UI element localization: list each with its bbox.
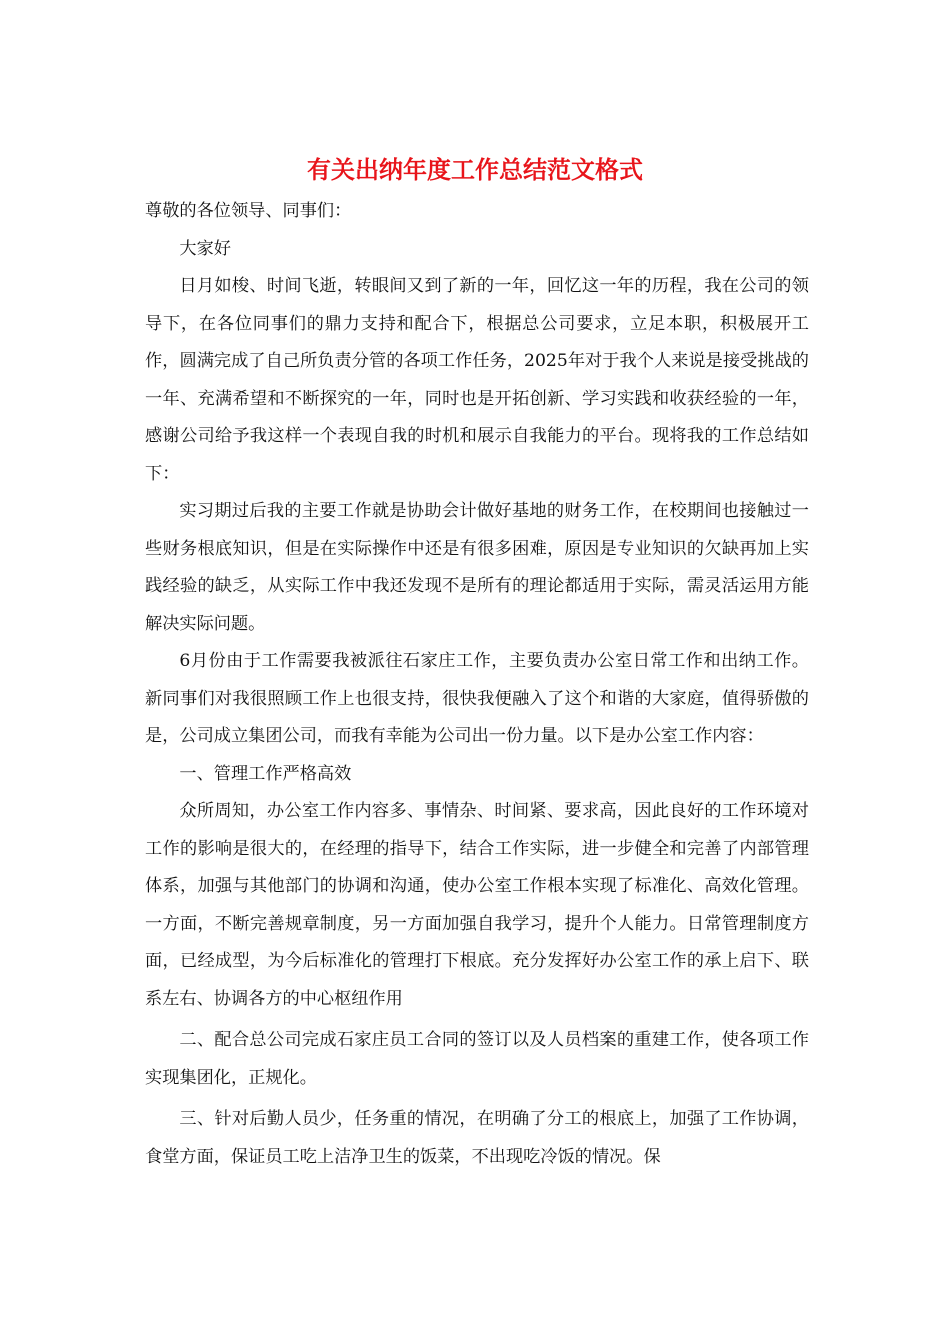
paragraph-june: 6月份由于工作需要我被派往石家庄工作，主要负责办公室日常工作和出纳工作。新同事们对我很照顾工作上也很支持，很快我便融入了这个和谐的大家庭，值得骄傲的是，公司成立集团公司，而我有幸能为公司出一份力量。以下是办公室工作内容：	[145, 651, 809, 746]
section-1-heading: 一、管理工作严格高效	[179, 763, 352, 784]
document-title: 有关出纳年度工作总结范文格式	[307, 155, 643, 184]
section-1-body: 众所周知，办公室工作内容多、事情杂、时间紧、要求高，因此良好的工作环境对工作的影响是很大的，在经理的指导下，结合工作实际，进一步健全和完善了内部管理体系，加强与其他部门的协调和沟通，使办公室工作根本实现了标准化、高效化管理。一方面，不断完善规章制度，另一方面加强自我学习，提升个人能力。日常管理制度方面，已经成型，为今后标准化的管理打下根底。充分发挥好办公室工作的承上启下、联系左右、协调各方的中心枢纽作用	[145, 801, 809, 1009]
section-2: 二、配合总公司完成石家庄员工合同的签订以及人员档案的重建工作，使各项工作实现集团化，正规化。	[145, 1030, 809, 1088]
greeting: 大家好	[179, 238, 231, 259]
paragraph-intro: 日月如梭、时间飞逝，转眼间又到了新的一年，回忆这一年的历程，我在公司的领导下，在各位同事们的鼎力支持和配合下，根据总公司要求，立足本职，积极展开工作，圆满完成了自己所负责分管的各项工作任务，2025年对于我个人来说是接受挑战的一年、充满希望和不断探究的一年，同时也是开拓创新、学习实践和收获经验的一年，感谢公司给予我这样一个表现自我的时机和展示自我能力的平台。现将我的工作总结如下：	[145, 276, 809, 484]
paragraph-internship: 实习期过后我的主要工作就是协助会计做好基地的财务工作，在校期间也接触过一些财务根底知识，但是在实际操作中还是有很多困难，原因是专业知识的欠缺再加上实践经验的缺乏，从实际工作中我还发现不是所有的理论都适用于实际，需灵活运用方能解决实际问题。	[145, 501, 809, 634]
section-3: 三、针对后勤人员少，任务重的情况，在明确了分工的根底上，加强了工作协调，食堂方面，保证员工吃上洁净卫生的饭菜，不出现吃冷饭的情况。保	[145, 1109, 809, 1167]
salutation: 尊敬的各位领导、同事们：	[145, 201, 352, 221]
document-body	[145, 193, 809, 1176]
